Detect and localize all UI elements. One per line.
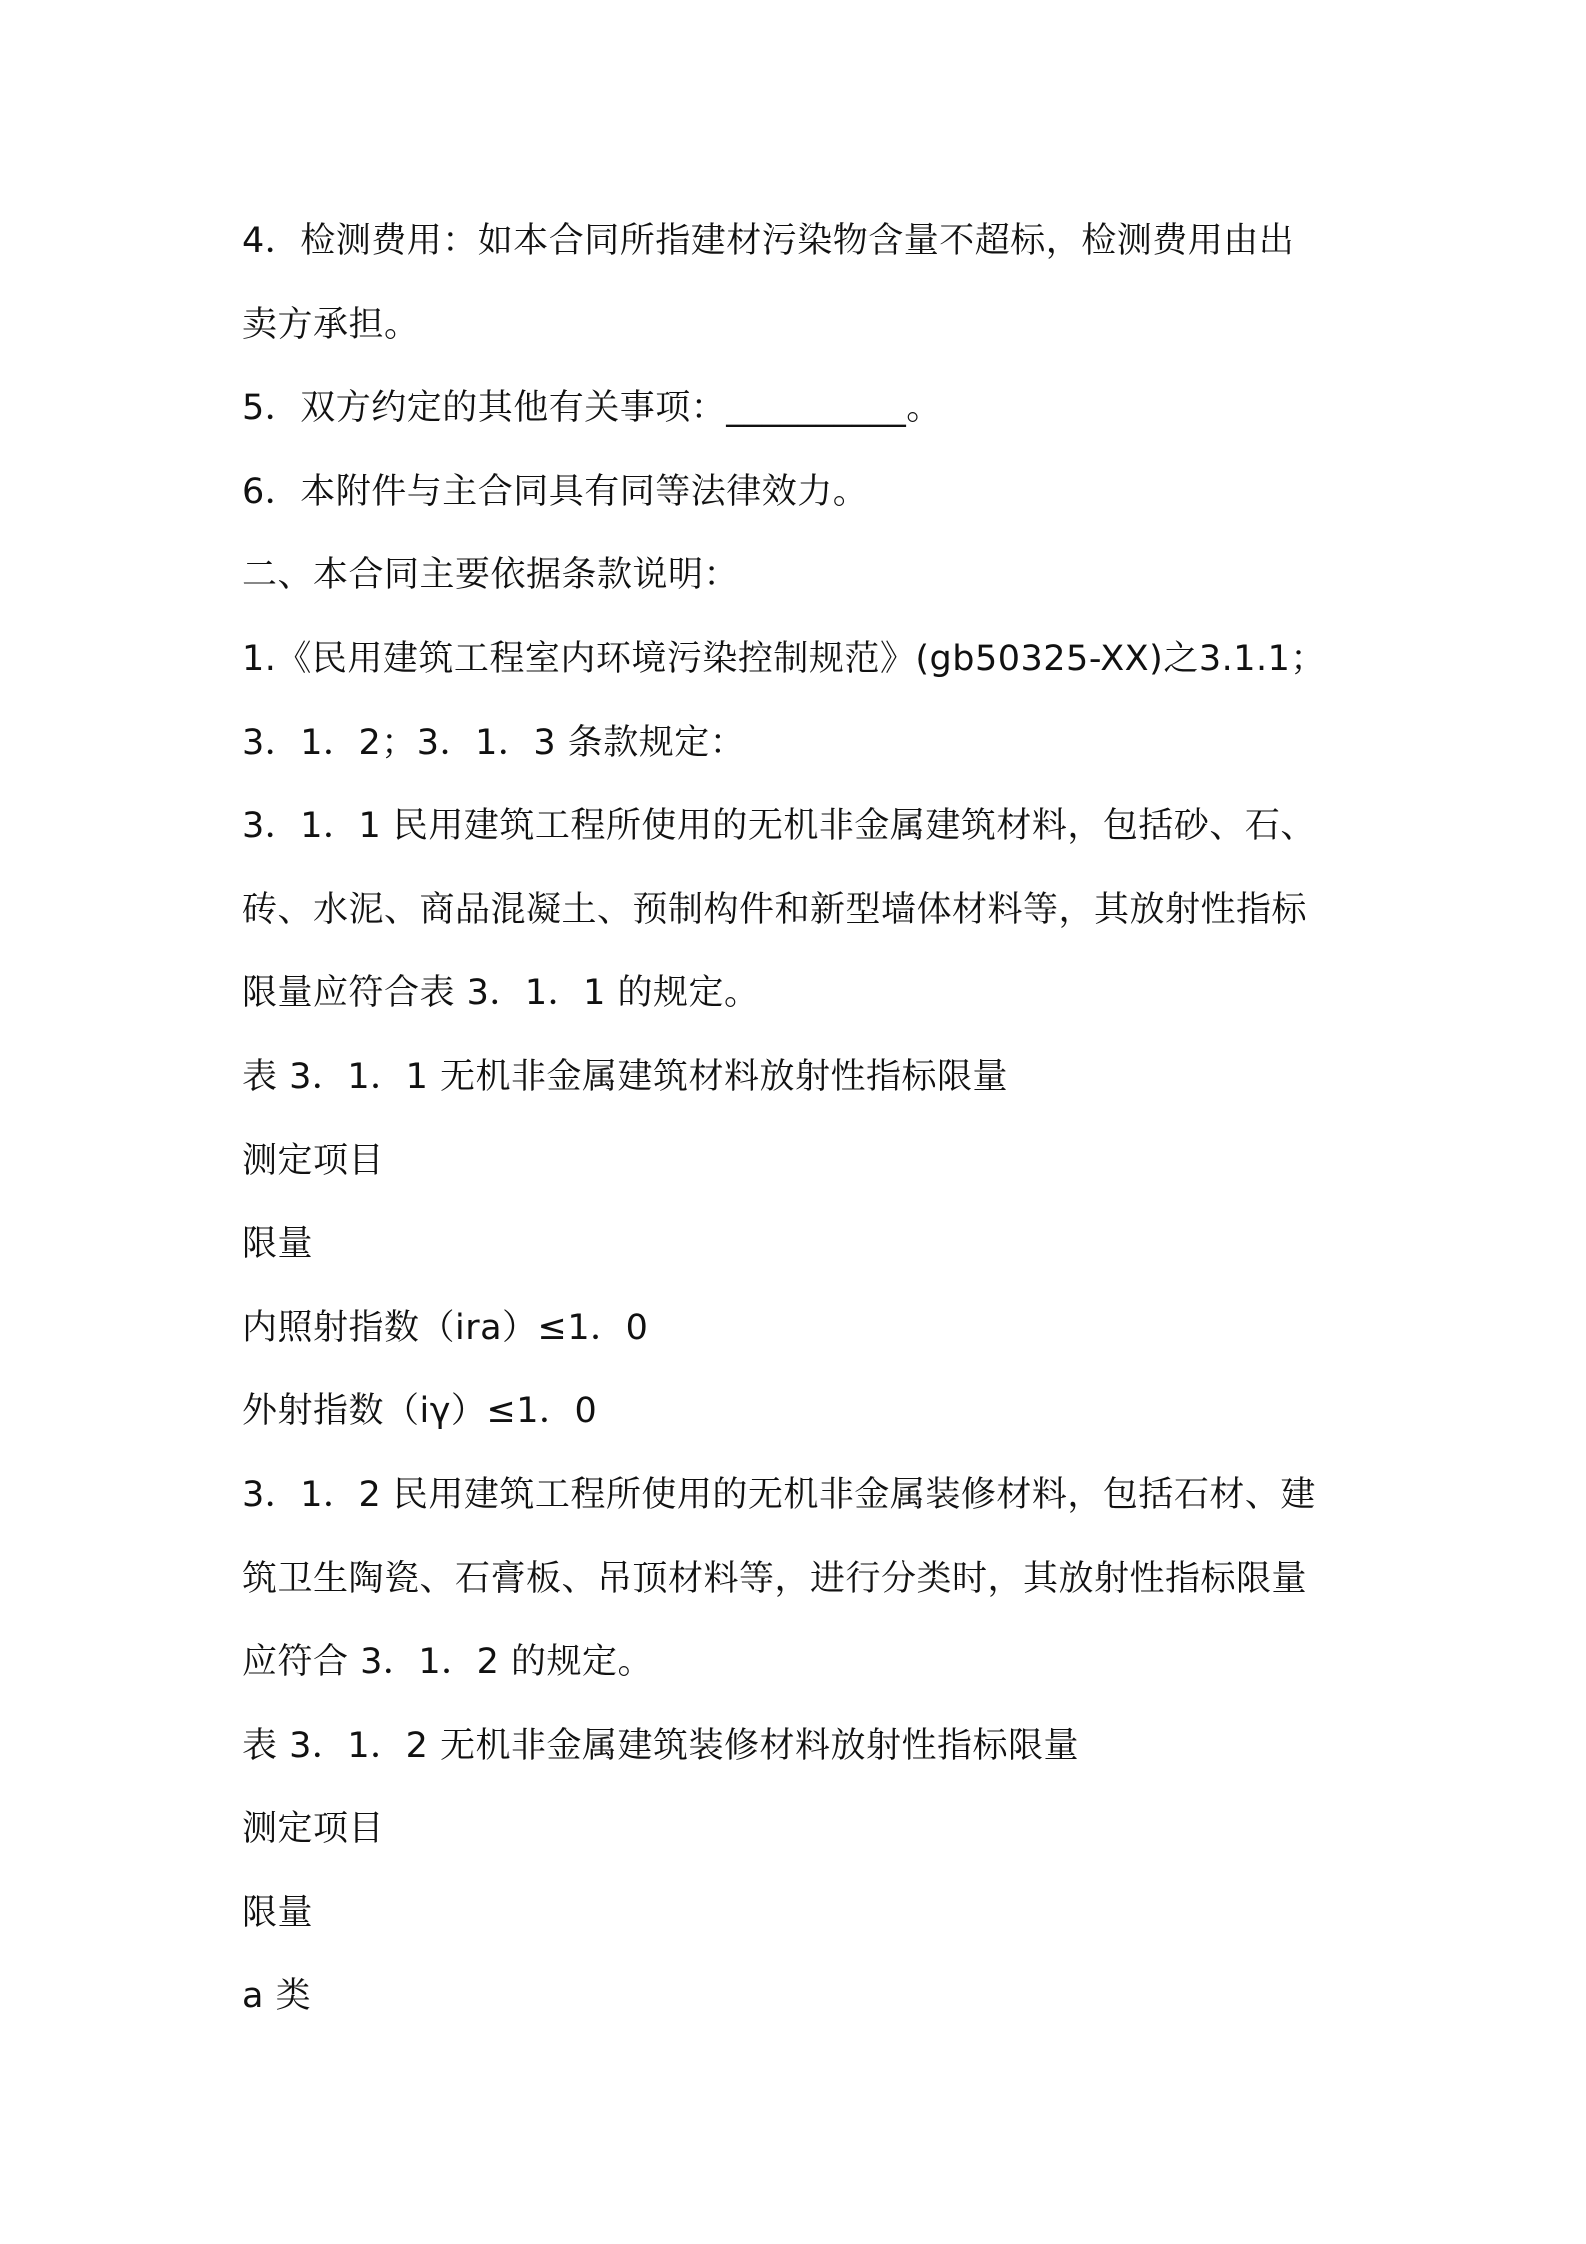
paragraph-line: 3．1．1 民用建筑工程所使用的无机非金属建筑材料，包括砂、石、 (242, 806, 1316, 847)
table-cell: 内照射指数（ira）≤1．0 (242, 1307, 649, 1348)
table-header-cell: 测定项目 (242, 1140, 385, 1181)
section-heading: 二、本合同主要依据条款说明： (242, 555, 740, 596)
paragraph-line: 3．1．2；3．1．3 条款规定： (242, 722, 746, 763)
paragraph-line: 砖、水泥、商品混凝土、预制构件和新型墙体材料等，其放射性指标 (242, 889, 1308, 930)
table-cell: a 类 (242, 1976, 312, 2017)
table-caption: 表 3．1．2 无机非金属建筑装修材料放射性指标限量 (242, 1725, 1080, 1766)
paragraph-line: 限量应符合表 3．1．1 的规定。 (242, 973, 760, 1014)
table-cell: 外射指数（iγ）≤1．0 (242, 1391, 598, 1432)
paragraph-line: 6．本附件与主合同具有同等法律效力。 (242, 471, 869, 512)
paragraph-line: 筑卫生陶瓷、石膏板、吊顶材料等，进行分类时，其放射性指标限量 (242, 1558, 1308, 1599)
paragraph-line: 1.《民用建筑工程室内环境污染控制规范》(gb50325-XX)之3.1.1； (242, 638, 1326, 679)
table-header-cell: 限量 (242, 1892, 314, 1933)
paragraph-line: 3．1．2 民用建筑工程所使用的无机非金属装修材料，包括石材、建 (242, 1474, 1316, 1515)
table-caption: 表 3．1．1 无机非金属建筑材料放射性指标限量 (242, 1056, 1009, 1097)
document-body (242, 200, 1372, 2039)
table-header-cell: 测定项目 (242, 1809, 385, 1850)
paragraph-line: 卖方承担。 (242, 304, 420, 345)
table-header-cell: 限量 (242, 1224, 314, 1265)
paragraph-line: 4．检测费用：如本合同所指建材污染物含量不超标，检测费用由出 (242, 221, 1295, 261)
paragraph-line: 应符合 3．1．2 的规定。 (242, 1642, 654, 1683)
paragraph-line: 5．双方约定的其他有关事项：__________。 (242, 388, 942, 429)
